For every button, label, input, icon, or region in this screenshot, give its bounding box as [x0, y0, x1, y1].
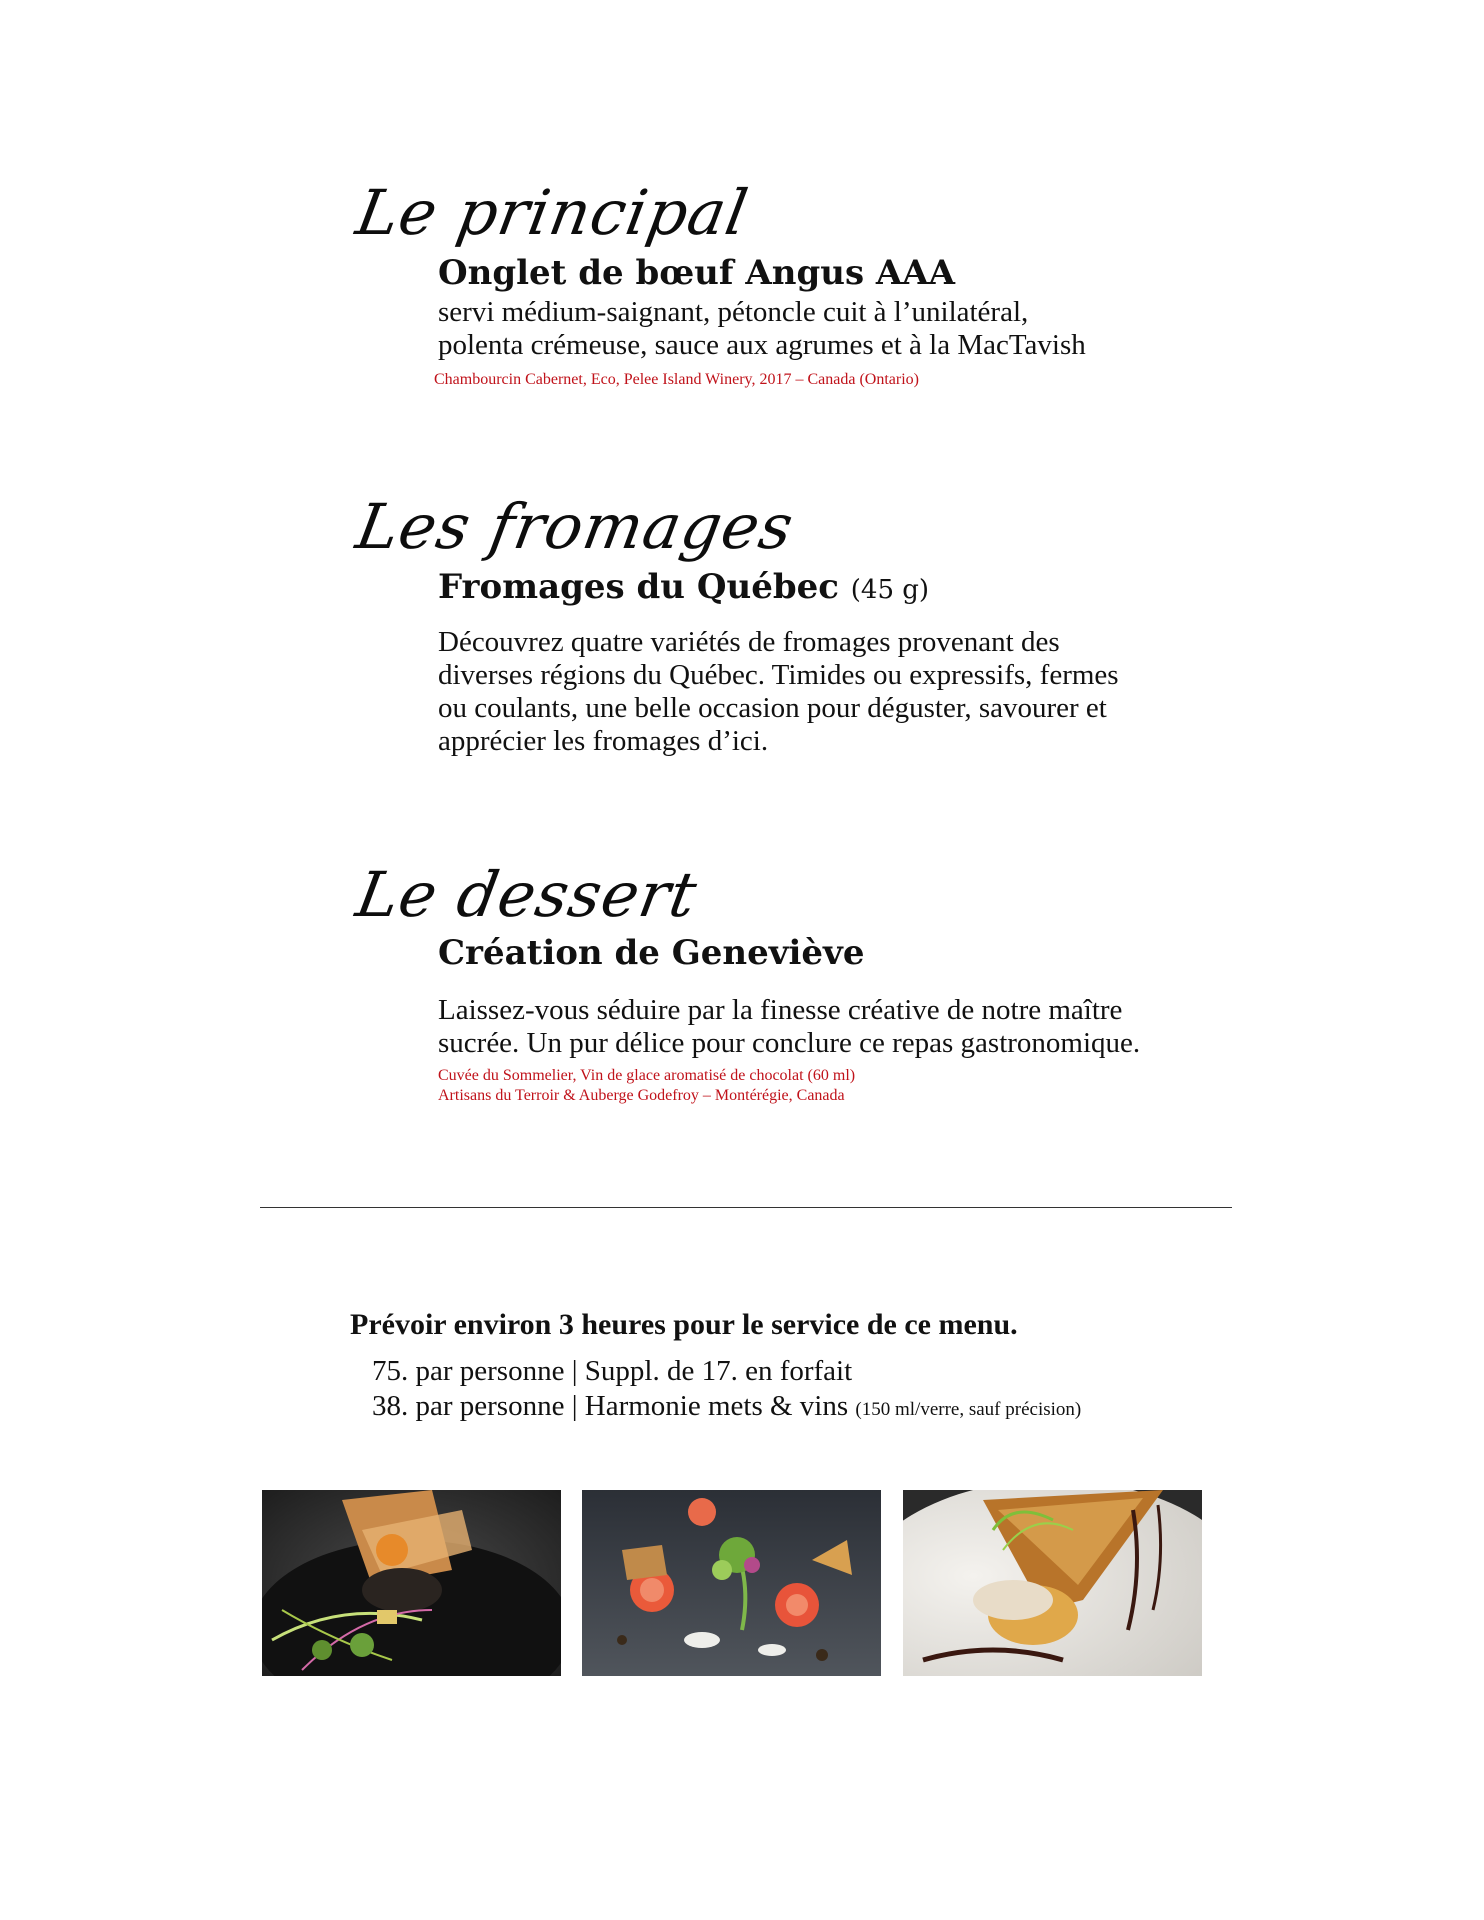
food-photo-1: [262, 1490, 561, 1676]
wine-line: Cuvée du Sommelier, Vin de glace aromatisé de chocolat (60 ml): [438, 1067, 856, 1084]
description-line: ou coulants, une belle occasion pour déguster, savourer et: [438, 692, 1107, 724]
price-line-menu: 75. par personne | Suppl. de 17. en forfait: [372, 1355, 853, 1387]
section-title-cheese: Les fromages: [351, 490, 800, 563]
description-line: sucrée. Un pur délice pour conclure ce repas gastronomique.: [438, 1027, 1141, 1059]
food-photo-plate-icon: [903, 1490, 1202, 1676]
description-line: Découvrez quatre variétés de fromages provenant des: [438, 626, 1060, 658]
price-line-pairing-note: (150 ml/verre, sauf précision): [855, 1399, 1082, 1420]
food-photo-tartare-icon: [262, 1490, 561, 1676]
section-title-dessert: Le dessert: [351, 858, 703, 931]
dish-description-cheese: [438, 626, 1119, 758]
food-photo-2: [582, 1490, 881, 1676]
dish-description-dessert: [438, 994, 1140, 1060]
description-line: servi médium-saignant, pétoncle cuit à l’unilatéral,: [438, 296, 1029, 328]
price-line-pairing: [372, 1389, 1081, 1427]
food-photo-salmon-icon: [582, 1490, 881, 1676]
price-list: [372, 1354, 1081, 1427]
wine-pairing-main: [434, 370, 919, 390]
dish-name-main: Onglet de bœuf Angus AAA: [438, 253, 956, 293]
wine-pairing-dessert: [438, 1066, 855, 1106]
wine-line: Chambourcin Cabernet, Eco, Pelee Island Winery, 2017 – Canada (Ontario): [434, 371, 919, 388]
description-line: diverses régions du Québec. Timides ou expressifs, fermes: [438, 659, 1119, 691]
dish-name-cheese: [438, 568, 929, 607]
section-title-main: Le principal: [351, 176, 754, 249]
service-duration-note: Prévoir environ 3 heures pour le service de ce menu.: [350, 1308, 1018, 1341]
price-line-pairing-text: 38. par personne | Harmonie mets & vins: [372, 1390, 849, 1422]
description-line: apprécier les fromages d’ici.: [438, 725, 769, 757]
dish-weight: (45 g): [850, 575, 930, 605]
wine-line: Artisans du Terroir & Auberge Godefroy – Montérégie, Canada: [438, 1087, 845, 1104]
dish-description-main: [438, 296, 1086, 362]
dish-name-dessert: Création de Geneviève: [438, 933, 865, 973]
description-line: Laissez-vous séduire par la finesse créative de notre maître: [438, 994, 1123, 1026]
food-photo-3: [903, 1490, 1202, 1676]
section-divider: [260, 1207, 1232, 1208]
dish-name-cheese-text: Fromages du Québec: [438, 567, 839, 607]
description-line: polenta crémeuse, sauce aux agrumes et à la MacTavish: [438, 329, 1086, 361]
